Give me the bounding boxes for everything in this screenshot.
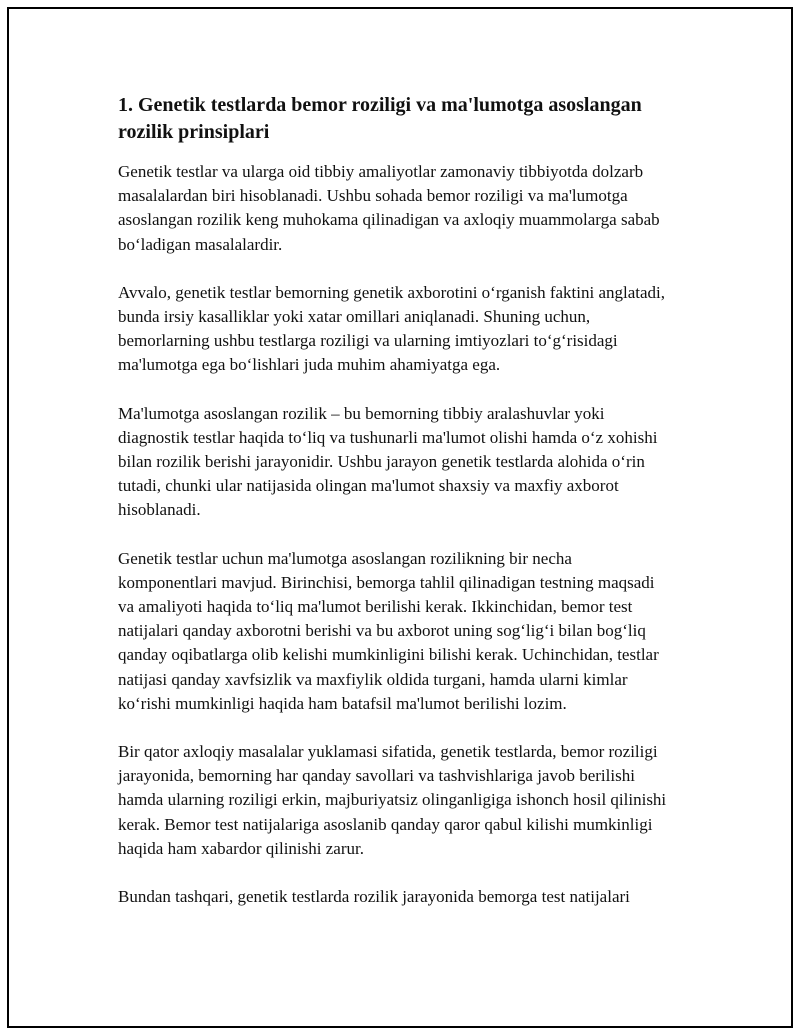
paragraph-consent-components: Genetik testlar uchun ma'lumotga asoslangan rozilikning bir necha komponentlari mavjud. Birinchisi, bemorga tahlil qilinadigan testning maqsadi va amaliyoti haqida to‘liq ma'lumot berilishi kerak. Ikkinchidan, bemor test natijalari qanday axborotni berishi va bu axborot uning sog‘lig‘i bilan bog‘liq qanday oqibatlarga olib kelishi mumkinligini bilishi kerak. Uchinchidan, testlar natijasi qanday xavfsizlik va maxfiylik oldida turgani, hamda ularni kimlar ko‘rishi mumkinligi haqida ham batafsil ma'lumot berilishi lozim.: [118, 548, 659, 713]
paragraph-ethical-issues: Bir qator axloqiy masalalar yuklamasi sifatida, genetik testlarda, bemor roziligi jarayonida, bemorning har qanday savollari va tashvishlariga javob berilishi hamda ularning roziligi erkin, majburiyatsiz olinganligiga ishonch hosil qilinishi kerak. Bemor test natijalariga asoslanib qanday qaror qabul kilishi mumkinligi haqida ham xabardor qilinishi zarur.: [118, 742, 667, 858]
paragraph-genetic-info: Avvalo, genetik testlar bemorning genetik axborotini o‘rganish faktini anglatadi, bunda irsiy kasalliklar yoki xatar omillari aniqlanadi. Shuning uchun, bemorlarning ushbu testlarga roziligi va ularning imtiyozlari to‘g‘risidagi ma'lumotga ega bo‘lishlari juda muhim ahamiyatga ega.: [118, 282, 666, 375]
paragraph-intro: Genetik testlar va ularga oid tibbiy amaliyotlar zamonaviy tibbiyotda dolzarb masalalardan biri hisoblanadi. Ushbu sohada bemor roziligi va ma'lumotga asoslangan rozilik keng muhokama qilinadigan va axloqiy muammolarga sabab bo‘ladigan masalalardir.: [118, 162, 660, 254]
section-heading: 1. Genetik testlarda bemor roziligi va ma'lumotga asoslangan rozilik prinsiplari: [118, 94, 642, 143]
document-body: [118, 92, 674, 933]
paragraph-informed-consent-definition: Ma'lumotga asoslangan rozilik – bu bemorning tibbiy aralashuvlar yoki diagnostik testlar haqida to‘liq va tushunarli ma'lumot olishi hamda o‘z xohishi bilan rozilik berishi jarayonidir. Ushbu jarayon genetik testlarda alohida o‘rin tutadi, chunki ular natijasida olingan ma'lumot shaxsiy va maxfiy axborot hisoblanadi.: [118, 403, 658, 520]
paragraph-continuation: Bundan tashqari, genetik testlarda rozilik jarayonida bemorga test natijalari: [118, 887, 630, 907]
